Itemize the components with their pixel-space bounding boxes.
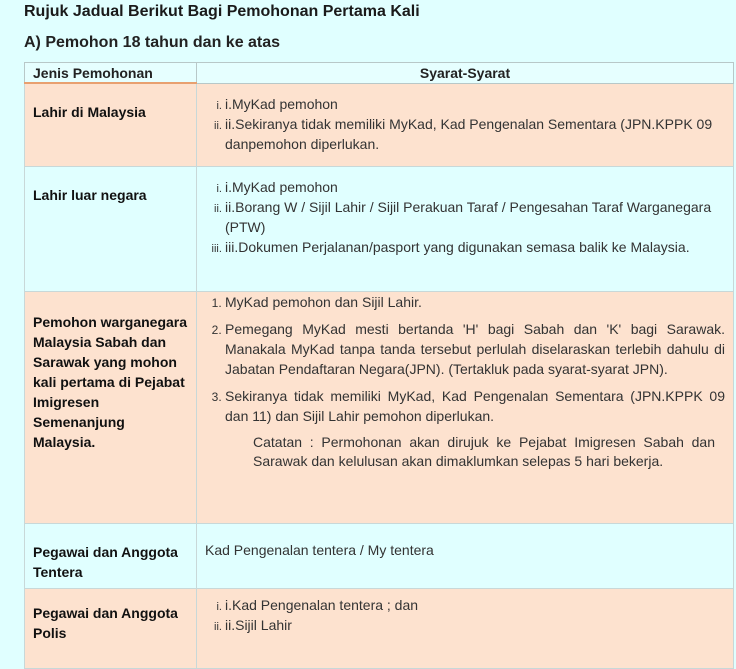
applicant-type-cell: Pegawai dan Anggota Tentera bbox=[25, 523, 197, 588]
table-row-sabah-sarawak bbox=[25, 291, 734, 523]
applicant-type-cell: Pegawai dan Anggota Polis bbox=[25, 588, 197, 668]
requirements-list bbox=[203, 177, 725, 257]
header-applicant-type: Jenis Pemohonan bbox=[25, 63, 197, 84]
list-item: ii. ii.Borang W / Sijil Lahir / Sijil Perakuan Taraf / Pengesahan Taraf Warganegara (PTW) bbox=[225, 197, 725, 237]
requirements-list bbox=[203, 595, 725, 635]
requirements-cell: Kad Pengenalan tentera / My tentera bbox=[197, 523, 734, 588]
requirements-cell bbox=[197, 291, 734, 523]
table-header-row bbox=[25, 63, 734, 84]
requirements-table bbox=[24, 62, 734, 669]
list-item: i. i.MyKad pemohon bbox=[225, 94, 725, 114]
page-title: Rujuk Jadual Berikut Bagi Pemohonan Pertama Kali bbox=[24, 3, 420, 20]
list-item: i. i.MyKad pemohon bbox=[225, 177, 725, 197]
header-requirements: Syarat-Syarat bbox=[197, 63, 734, 84]
requirements-cell bbox=[197, 83, 734, 166]
applicant-type-cell: Lahir luar negara bbox=[25, 166, 197, 291]
list-item: i. i.Kad Pengenalan tentera ; dan bbox=[225, 595, 725, 615]
table-row-born-abroad bbox=[25, 166, 734, 291]
list-item: 3. Sekiranya tidak memiliki MyKad, Kad Pengenalan Sementara (JPN.KPPK 09 dan 11) dan Sijil Lahir pemohon diperlukan. bbox=[225, 386, 725, 426]
list-item: ii. ii.Sekiranya tidak memiliki MyKad, Kad Pengenalan Sementara (JPN.KPPK 09 danpemohon diperlukan. bbox=[225, 114, 725, 154]
table-row-born-malaysia bbox=[25, 83, 734, 166]
list-item: iii. iii.Dokumen Perjalanan/pasport yang digunakan semasa balik ke Malaysia. bbox=[225, 237, 725, 257]
applicant-type-cell: Pemohon warganegara Malaysia Sabah dan Sarawak yang mohon kali pertama di Pejabat Imigresen Semenanjung Malaysia. bbox=[25, 291, 197, 523]
applicant-type-cell: Lahir di Malaysia bbox=[25, 83, 197, 166]
requirements-cell bbox=[197, 166, 734, 291]
table-row-army bbox=[25, 523, 734, 588]
requirements-list bbox=[203, 94, 725, 154]
section-title: A) Pemohon 18 tahun dan ke atas bbox=[24, 34, 281, 51]
requirements-cell bbox=[197, 588, 734, 668]
table-row-police bbox=[25, 588, 734, 668]
list-item: 1. MyKad pemohon dan Sijil Lahir. bbox=[225, 292, 725, 312]
list-item: ii. ii.Sijil Lahir bbox=[225, 615, 725, 635]
note-text: Catatan : Permohonan akan dirujuk ke Pejabat Imigresen Sabah dan Sarawak dan kelulusan akan dimaklumkan selepas 5 hari bekerja. bbox=[253, 433, 715, 469]
list-item: 2. Pemegang MyKad mesti bertanda 'H' bagi Sabah dan 'K' bagi Sarawak. Manakala MyKad tanpa tanda tersebut perlulah diselaraskan terlebih dahulu di Jabatan Pendaftaran Negara(JPN). (Tertakluk pada syarat-syarat JPN). bbox=[225, 319, 725, 379]
requirements-list bbox=[203, 292, 725, 426]
